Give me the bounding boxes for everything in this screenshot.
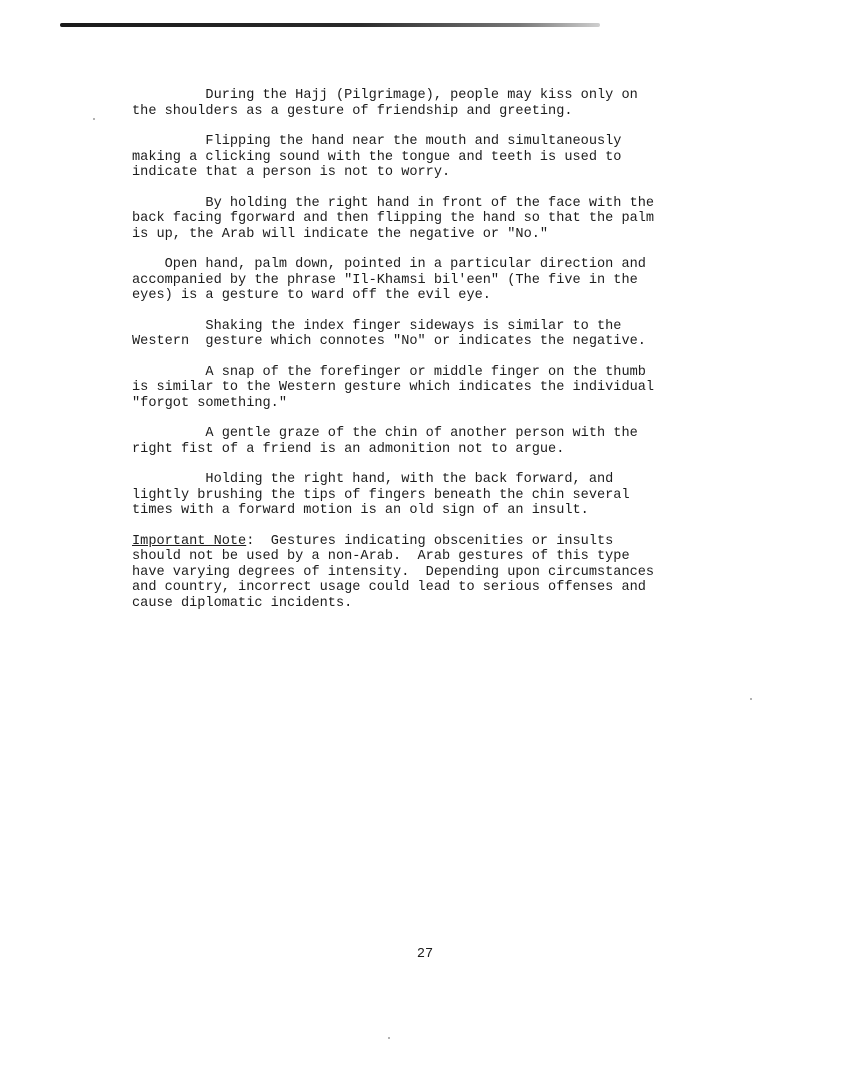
important-note: [132, 534, 782, 612]
paragraph-hajj-kiss: During the Hajj (Pilgrimage), people may kiss only on the shoulders as a gesture of friendship and greeting.: [132, 88, 638, 119]
paragraph-index-finger: Shaking the index finger sideways is similar to the Western gesture which connotes "No" or indicates the negative.: [132, 318, 646, 349]
paragraph-chin-brush-insult: Holding the right hand, with the back forward, and lightly brushing the tips of fingers beneath the chin several times with a forward motion is an old sign of an insult.: [132, 472, 630, 518]
paragraph-chin-graze: A gentle graze of the chin of another person with the right fist of a friend is an admonition not to argue.: [132, 426, 638, 457]
scan-speck: [388, 1037, 390, 1039]
paragraph-evil-eye: Open hand, palm down, pointed in a particular direction and accompanied by the phrase "Il-Khamsi bil'een" (The five in the eyes) is a gesture to ward off the evil eye.: [132, 257, 646, 303]
scan-speck: [93, 118, 95, 120]
scan-speck: [750, 698, 752, 700]
page-number: 27: [416, 947, 434, 962]
important-note-text: : Gestures indicating obscenities or insults should not be used by a non-Arab. Arab gestures of this type have varying degrees of intensity. Depending upon circumstances and country, incorrect usage could lead to serious offenses and cause diplomatic incidents.: [132, 533, 655, 611]
paragraph-hand-flip-mouth: Flipping the hand near the mouth and simultaneously making a clicking sound with the tongue and teeth is used to indicate that a person is not to worry.: [132, 134, 622, 180]
paragraph-negative-gesture: By holding the right hand in front of the face with the back facing fgorward and then flipping the hand so that the palm is up, the Arab will indicate the negative or "No.": [132, 195, 655, 242]
paragraph-finger-snap: A snap of the forefinger or middle finger on the thumb is similar to the Western gesture which indicates the individual "forgot something.": [132, 364, 655, 411]
top-rule: [60, 23, 600, 27]
important-note-label: Important Note: [132, 533, 247, 549]
body-text: [132, 88, 782, 626]
